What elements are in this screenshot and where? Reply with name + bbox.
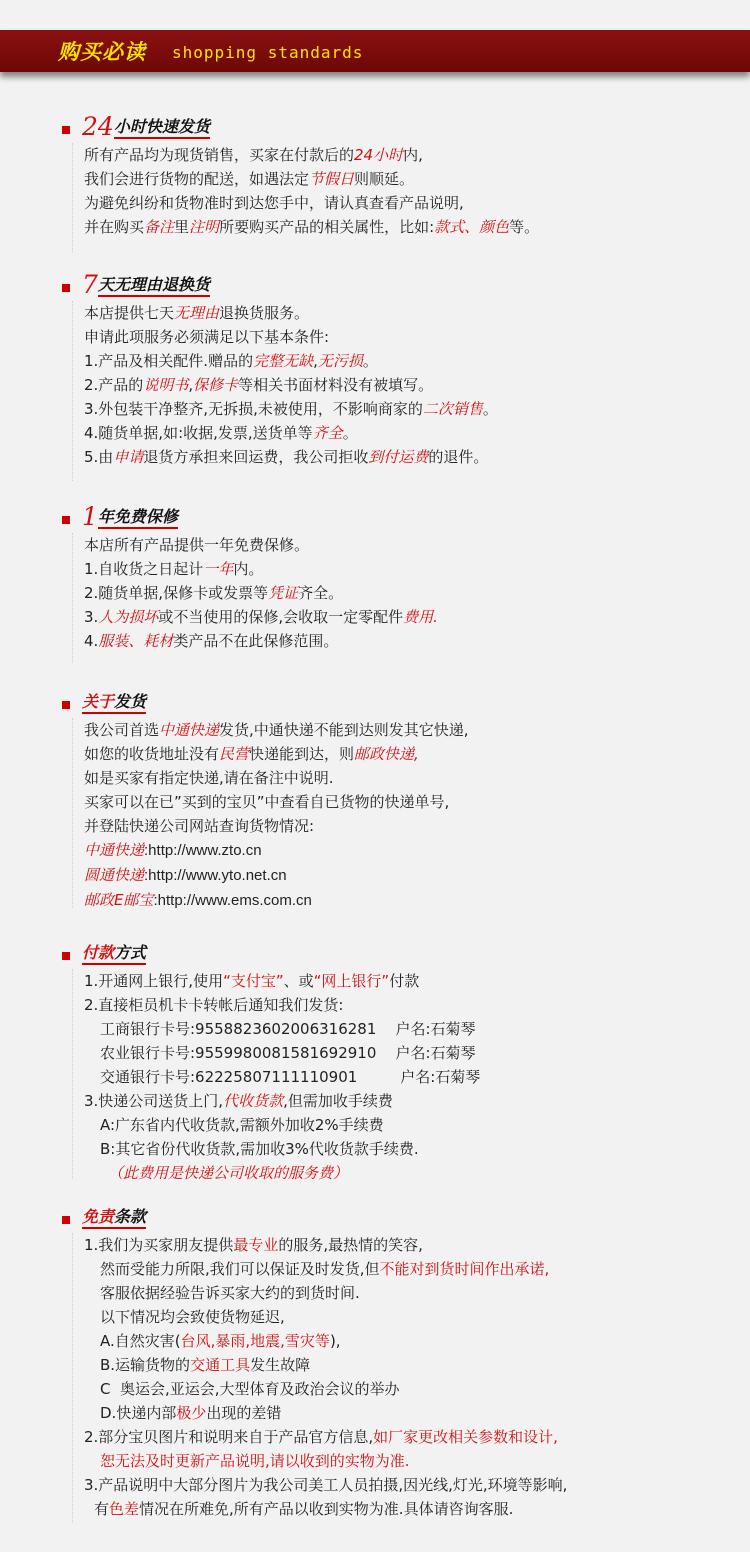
text-line: 如是买家有指定快递,请在备注中说明. [84, 769, 334, 787]
text-span: ,但需加收手续费 [283, 1092, 393, 1110]
text-span: 齐全。 [298, 584, 344, 602]
text-span: 一年 [203, 560, 234, 578]
text-span: 类产品不在此保修范围。 [173, 632, 339, 650]
text-span: 凭证 [268, 584, 299, 602]
text-span: 付款 [389, 972, 420, 990]
text-span: 齐全 [312, 424, 343, 442]
banner-title-en: shopping standards [172, 43, 364, 62]
text-line [84, 718, 469, 742]
text-line: 2.直接柜员机卡卡转帐后通知我们发货: [84, 996, 344, 1014]
text-span: 如厂家更改相关参数和设计, [373, 1428, 558, 1446]
header-banner [0, 30, 750, 72]
text-span: 3.快递公司送货上门, [84, 1092, 224, 1110]
text-line [84, 143, 539, 167]
text-line [84, 888, 469, 913]
section-heading: 关于发货 [62, 690, 146, 714]
text-line [84, 445, 498, 469]
text-span: A.自然灾害( [100, 1332, 181, 1350]
section-number: 1 [82, 502, 98, 531]
text-line [84, 605, 438, 629]
text-span: 交通工具 [190, 1356, 251, 1374]
text-span: 3. [84, 608, 99, 626]
text-span: 代收货款 [223, 1092, 284, 1110]
text-span: 服装、耗材 [98, 632, 174, 650]
text-span: 到付运费 [368, 448, 429, 466]
text-span: 等。 [509, 218, 540, 236]
text-span: 、或 [283, 972, 314, 990]
text-span: 退货方承担来回运费，我公司拒收 [143, 448, 369, 466]
text-span: 无污损 [317, 352, 363, 370]
text-line [84, 863, 469, 888]
text-span: 备注 [144, 218, 175, 236]
text-span: 说明书 [143, 376, 189, 394]
text-span: 二次销售 [422, 400, 483, 418]
section-body [84, 533, 438, 653]
text-span: 申请 [113, 448, 144, 466]
text-span: , [188, 376, 194, 394]
text-span: 24小时 [354, 146, 404, 164]
text-span: 出现的差错 [206, 1404, 282, 1422]
text-span: 节假日 [309, 170, 355, 188]
text-span: 注明 [189, 218, 220, 236]
text-span: 并在购买 [84, 218, 145, 236]
text-line [84, 1353, 567, 1377]
banner-title-zh: 购买必读 [58, 40, 146, 64]
section-heading [62, 270, 210, 299]
text-span: 不能对到货时间作出承诺, [379, 1260, 550, 1278]
link-ems[interactable]: 邮政E邮宝 [84, 891, 154, 909]
text-span: 3.外包装干净整齐,无拆损,未被使用，不影响商家的 [84, 400, 423, 418]
bullet-icon [62, 126, 70, 134]
text-line [84, 301, 498, 325]
link-zto[interactable]: 中通快递 [84, 841, 145, 859]
text-line: 以下情况均会致使货物延迟, [100, 1308, 285, 1326]
text-span: 所要购买产品的相关属性，比如: [219, 218, 435, 236]
bullet-icon [62, 1216, 70, 1224]
section-7day-return [0, 270, 750, 483]
text-span: 2.产品的 [84, 376, 144, 394]
text-span: 人为损坏 [98, 608, 159, 626]
text-span: 无理由 [174, 304, 220, 322]
text-line [84, 421, 498, 445]
text-line [84, 629, 438, 653]
bullet-icon [62, 701, 70, 709]
section-shipping [0, 690, 750, 910]
text-span: 的退件。 [428, 448, 489, 466]
text-line [84, 1425, 567, 1449]
section-body [84, 969, 480, 1185]
text-span: 我公司首选 [84, 721, 160, 739]
text-line: 恕无法及时更新产品说明,请以收到的实物为准. [100, 1452, 410, 1470]
section-heading: 付款方式 [62, 941, 146, 965]
text-line: 工商银行卡号:9558823602006316281 户名:石菊琴 [100, 1020, 476, 1038]
text-line [84, 838, 469, 863]
text-span: 本店提供七天 [84, 304, 175, 322]
section-body [84, 143, 539, 239]
bullet-icon [62, 516, 70, 524]
text-span: 款式、颜色 [434, 218, 510, 236]
section-body [84, 301, 498, 469]
text-line [84, 1497, 567, 1521]
text-span: 色差 [109, 1500, 140, 1518]
text-span: 等相关书面材料没有被填写。 [238, 376, 434, 394]
text-span: 保修卡 [193, 376, 239, 394]
text-line [84, 1401, 567, 1425]
text-span: 4. [84, 632, 99, 650]
section-heading [62, 112, 210, 141]
text-line: C 奥运会,亚运会,大型体育及政治会议的举办 [100, 1380, 400, 1398]
section-heading: 免责条款 [62, 1205, 146, 1229]
text-span: 发生故障 [250, 1356, 311, 1374]
text-span: 中通快递 [159, 721, 220, 739]
text-line: 申请此项服务必须满足以下基本条件: [84, 328, 330, 346]
text-line: 为避免纠纷和货物准时到达您手中，请认真查看产品说明, [84, 194, 464, 212]
text-line: 并登陆快递公司网站查询货物情况: [84, 817, 315, 835]
bullet-icon [62, 284, 70, 292]
text-span: 我们会进行货物的配送，如遇法定 [84, 170, 310, 188]
text-span: 5.由 [84, 448, 114, 466]
section-heading [62, 502, 178, 531]
text-span: :http://www.zto.cn [144, 842, 262, 859]
text-span: 极少 [176, 1404, 207, 1422]
section-title: 小时快速发货 [114, 117, 210, 139]
text-span: 情况在所难免,所有产品以收到实物为准.具体请咨询客服. [139, 1500, 514, 1518]
text-line: 本店所有产品提供一年免费保修。 [84, 536, 310, 554]
text-span: 民营 [219, 745, 250, 763]
text-span: 1.开通网上银行,使用 [84, 972, 224, 990]
text-span: 。 [342, 424, 358, 442]
text-span: “支付宝” [223, 972, 284, 990]
text-line [84, 349, 498, 373]
section-title: 年免费保修 [98, 507, 178, 529]
text-line: 客服依据经验告诉买家大约的到货时间. [100, 1284, 360, 1302]
text-span: 的服务,最热情的笑容, [278, 1236, 423, 1254]
text-span: 1.我们为买家朋友提供 [84, 1236, 234, 1254]
text-span: 如您的收货地址没有 [84, 745, 220, 763]
text-span: , [313, 352, 318, 370]
bullet-icon [62, 952, 70, 960]
text-line: A:广东省内代收货款,需额外加收2%手续费 [100, 1116, 384, 1134]
section-number: 7 [82, 270, 98, 299]
text-line [84, 1233, 567, 1257]
text-span: 退换货服务。 [219, 304, 310, 322]
text-line [84, 1089, 480, 1113]
text-line [84, 742, 469, 766]
text-span: 内。 [233, 560, 264, 578]
text-span: 2.随货单据,保修卡或发票等 [84, 584, 269, 602]
text-span: 2.部分宝贝图片和说明来自于产品官方信息, [84, 1428, 374, 1446]
text-span: 1.产品及相关配件.赠品的 [84, 352, 254, 370]
text-line [84, 397, 498, 421]
section-body [84, 718, 469, 913]
section-body [84, 1233, 567, 1521]
text-line [84, 373, 498, 397]
text-line [84, 557, 438, 581]
text-span: 。 [482, 400, 498, 418]
text-span: 。 [362, 352, 378, 370]
text-span: 或不当使用的保修,会收取一定零配件 [158, 608, 404, 626]
link-yto[interactable]: 圆通快递 [84, 866, 145, 884]
text-line: 农业银行卡号:9559980081581692910 户名:石菊琴 [100, 1044, 476, 1062]
text-line: 3.产品说明中大部分图片为我公司美工人员拍摄,因光线,灯光,环境等影响, [84, 1476, 568, 1494]
text-span: 快递能到达，则 [249, 745, 355, 763]
text-span: 所有产品均为现货销售，买家在付款后的 [84, 146, 355, 164]
text-span: 内, [403, 146, 423, 164]
text-span: 有 [94, 1500, 110, 1518]
text-span: B.运输货物的 [100, 1356, 191, 1374]
text-span: :http://www.yto.net.cn [144, 867, 287, 884]
text-span: 邮政快递, [354, 745, 419, 763]
text-line: 买家可以在已”买到的宝贝”中查看自已货物的快递单号, [84, 793, 450, 811]
text-span: ), [329, 1332, 341, 1350]
section-24h-shipping [0, 112, 750, 255]
text-span: 4.随货单据,如:收据,发票,送货单等 [84, 424, 313, 442]
text-line: （此费用是快递公司收取的服务费） [108, 1164, 349, 1182]
section-payment [0, 941, 750, 1181]
text-line: B:其它省份代收货款,需加收3%代收货款手续费. [100, 1140, 419, 1158]
section-number: 24 [82, 112, 114, 141]
text-span: 里 [174, 218, 190, 236]
text-span: 完整无缺 [253, 352, 314, 370]
section-disclaimer [0, 1205, 750, 1525]
text-span: “网上银行” [313, 972, 390, 990]
text-span: 最专业 [233, 1236, 279, 1254]
text-line: 交通银行卡号:62225807111110901 户名:石菊琴 [100, 1068, 481, 1086]
text-line [84, 167, 539, 191]
text-line [84, 215, 539, 239]
text-span: 费用. [403, 608, 438, 626]
text-span: 则顺延。 [354, 170, 415, 188]
text-span: 1.自收货之日起计 [84, 560, 204, 578]
text-span: :http://www.ems.com.cn [153, 892, 312, 909]
text-line [84, 1329, 567, 1353]
text-span: 然而受能力所限,我们可以保证及时发货,但 [100, 1260, 380, 1278]
text-line [84, 1257, 567, 1281]
section-title: 天无理由退换货 [98, 275, 210, 297]
text-span: 发货,中通快递不能到达则发其它快递, [219, 721, 469, 739]
section-1year-warranty [0, 502, 750, 665]
text-line [84, 581, 438, 605]
text-span: D.快递内部 [100, 1404, 177, 1422]
text-line [84, 969, 480, 993]
text-span: 台风,暴雨,地震,雪灾等 [180, 1332, 330, 1350]
